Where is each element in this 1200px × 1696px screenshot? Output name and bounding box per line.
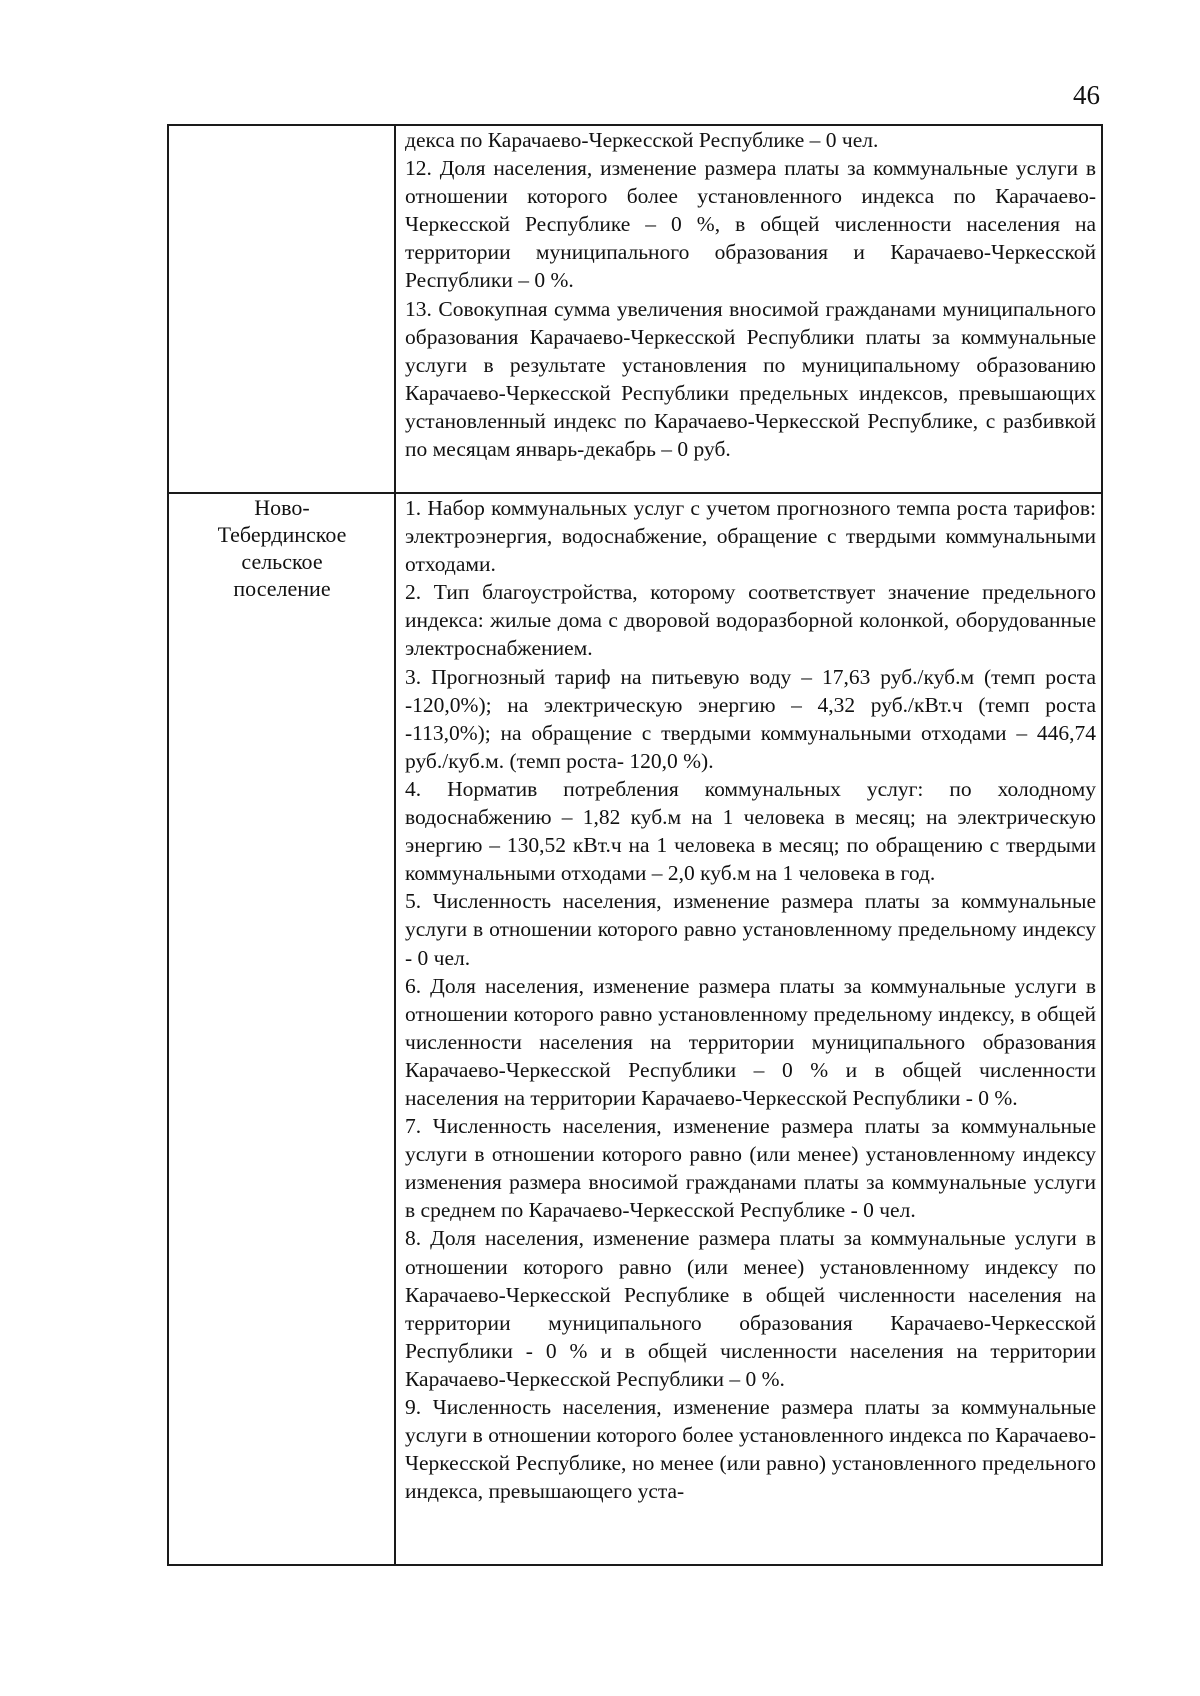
paragraph-item-13: 13. Совокупная сумма увеличения вносимой гражданами муниципального образования Карачаево-Черкесской Республики платы за коммунальные услуги в результате установления по муниципальному образованию Карачаево-Черкесской Республики предельных индексов, превышающих установленный индекс по Карачаево-Черкесской Республике, с разбивкой по месяцам январь-декабрь – 0 руб. — [405, 296, 1096, 462]
paragraph-item-3: 3. Прогнозный тариф на питьевую воду – 17,63 руб./куб.м (темп роста -120,0%); на электрическую энергию – 4,32 руб./кВт.ч (темп роста -113,0%); на обращение с твердыми коммунальными отходами – 446,74 руб./куб.м. (темп роста- 120,0 %). — [405, 664, 1096, 773]
table-cell-row2-description — [405, 494, 1096, 1505]
paragraph-continued: декса по Карачаево-Черкесской Республике – 0 чел. — [405, 128, 879, 152]
municipality-name-line: Тебердинское — [217, 522, 347, 547]
paragraph-item-1: 1. Набор коммунальных услуг с учетом прогнозного темпа роста тарифов: электроэнергия, водоснабжение, обращение с твердыми коммунальными отходами. — [405, 496, 1096, 577]
page-number: 46 — [1073, 80, 1100, 110]
column-divider — [394, 126, 396, 1564]
table-cell-row1-description — [405, 126, 1096, 463]
paragraph-item-7: 7. Численность населения, изменение размера платы за коммунальные услуги в отношении которого равно (или менее) установленному индексу изменения размера вносимой гражданами платы за коммунальные услуги в среднем по Карачаево-Черкесской Республике - 0 чел. — [405, 1114, 1096, 1223]
paragraph-item-4: 4. Норматив потребления коммунальных услуг: по холодному водоснабжению – 1,82 куб.м на 1 человека в месяц; на электрическую энергию – 130,52 кВт.ч на 1 человека в месяц; по обращению с твердыми коммунальными отходами – 2,0 куб.м на 1 человека в год. — [405, 776, 1096, 886]
paragraph-item-8: 8. Доля населения, изменение размера платы за коммунальные услуги в отношении которого равно (или менее) установленному индексу по Карачаево-Черкесской Республике в общей численности населения на территории муниципального образования Карачаево-Черкесской Республики - 0 % и в общей численности населения на территории Карачаево-Черкесской Республики – 0 %. — [405, 1226, 1096, 1391]
paragraph-item-5: 5. Численность населения, изменение размера платы за коммунальные услуги в отношении которого равно установленному предельному индексу - 0 чел. — [405, 889, 1096, 970]
paragraph-item-6: 6. Доля населения, изменение размера платы за коммунальные услуги в отношении которого равно установленному предельному индексу, в общей численности населения на территории муниципального образования Карачаево-Черкесской Республики – 0 % и в общей численности населения на территории Карачаево-Черкесской Республики - 0 %. — [405, 973, 1096, 1110]
table-cell-municipality-name — [171, 494, 393, 602]
paragraph-item-2: 2. Тип благоустройства, которому соответствует значение предельного индекса: жилые дома с дворовой водоразборной колонкой, оборудованные электроснабжением. — [405, 580, 1096, 661]
municipality-name-line: Ново- — [254, 495, 310, 520]
municipality-name-line: поселение — [233, 576, 331, 601]
paragraph-item-9: 9. Численность населения, изменение размера платы за коммунальные услуги в отношении которого более установленного индекса по Карачаево-Черкесской Республике, но менее (или равно) установленного предельного индекса, превышающего уста- — [405, 1395, 1096, 1504]
municipality-name-line: сельское — [241, 549, 323, 574]
paragraph-item-12: 12. Доля населения, изменение размера платы за коммунальные услуги в отношении которого более установленного индекса по Карачаево-Черкесской Республике – 0 %, в общей численности населения на территории муниципального образования и Карачаево-Черкесской Республики – 0 %. — [405, 156, 1096, 293]
document-table — [167, 124, 1103, 1566]
